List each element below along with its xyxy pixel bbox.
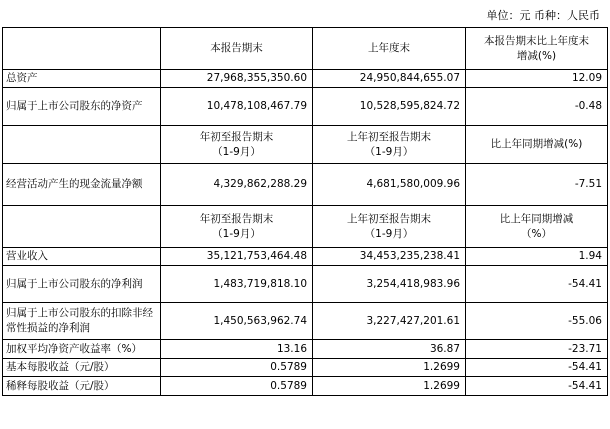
row-label: 归属于上市公司股东的净资产	[3, 88, 161, 126]
prior-value: 36.87	[313, 340, 466, 359]
row-label: 归属于上市公司股东的净利润	[3, 266, 161, 303]
change-value: -54.41	[466, 377, 608, 396]
change-value: -7.51	[466, 164, 608, 206]
row-label: 归属于上市公司股东的扣除非经常性损益的净利润	[3, 303, 161, 340]
header-prior-year-end: 上年度末	[313, 28, 466, 70]
header-ytd: 年初至报告期末 （1-9月）	[161, 206, 313, 248]
header-current-period-end: 本报告期末	[161, 28, 313, 70]
table-row	[3, 377, 608, 396]
header-prior-ytd: 上年初至报告期末 （1-9月）	[313, 126, 466, 164]
table-row	[3, 359, 608, 377]
header-ytd: 年初至报告期末 （1-9月）	[161, 126, 313, 164]
row-label: 总资产	[3, 70, 161, 88]
table-row	[3, 88, 608, 126]
row-label: 基本每股收益（元/股）	[3, 359, 161, 377]
table-row	[3, 164, 608, 206]
table-subheader-row	[3, 206, 608, 248]
prior-value: 34,453,235,238.41	[313, 248, 466, 266]
current-value: 13.16	[161, 340, 313, 359]
financial-data-table	[2, 27, 608, 396]
row-label: 稀释每股收益（元/股）	[3, 377, 161, 396]
current-value: 1,483,719,818.10	[161, 266, 313, 303]
header-yoy-change: 比上年同期增减(%)	[466, 126, 608, 164]
prior-value: 24,950,844,655.07	[313, 70, 466, 88]
table-subheader-row	[3, 126, 608, 164]
current-value: 4,329,862,288.29	[161, 164, 313, 206]
header-yoy-change: 比上年同期增减 （%）	[466, 206, 608, 248]
current-value: 0.5789	[161, 359, 313, 377]
table-row	[3, 266, 608, 303]
prior-value: 1.2699	[313, 377, 466, 396]
unit-currency-note: 单位：元 币种：人民币	[486, 9, 600, 22]
table-row	[3, 340, 608, 359]
header-empty-cell	[3, 28, 161, 70]
change-value: -0.48	[466, 88, 608, 126]
row-label: 加权平均净资产收益率（%）	[3, 340, 161, 359]
table-row	[3, 248, 608, 266]
change-value: 12.09	[466, 70, 608, 88]
header-empty-cell	[3, 206, 161, 248]
change-value: -23.71	[466, 340, 608, 359]
row-label: 营业收入	[3, 248, 161, 266]
current-value: 0.5789	[161, 377, 313, 396]
prior-value: 3,227,427,201.61	[313, 303, 466, 340]
change-value: 1.94	[466, 248, 608, 266]
change-value: -55.06	[466, 303, 608, 340]
prior-value: 10,528,595,824.72	[313, 88, 466, 126]
table-row	[3, 303, 608, 340]
prior-value: 4,681,580,009.96	[313, 164, 466, 206]
row-label: 经营活动产生的现金流量净额	[3, 164, 161, 206]
table-row	[3, 70, 608, 88]
current-value: 27,968,355,350.60	[161, 70, 313, 88]
header-change-percent: 本报告期末比上年度末 增减(%)	[466, 28, 608, 70]
current-value: 35,121,753,464.48	[161, 248, 313, 266]
change-value: -54.41	[466, 359, 608, 377]
current-value: 1,450,563,962.74	[161, 303, 313, 340]
header-empty-cell	[3, 126, 161, 164]
prior-value: 3,254,418,983.96	[313, 266, 466, 303]
table-header-row	[3, 28, 608, 70]
change-value: -54.41	[466, 266, 608, 303]
current-value: 10,478,108,467.79	[161, 88, 313, 126]
prior-value: 1.2699	[313, 359, 466, 377]
header-prior-ytd: 上年初至报告期末 （1-9月）	[313, 206, 466, 248]
